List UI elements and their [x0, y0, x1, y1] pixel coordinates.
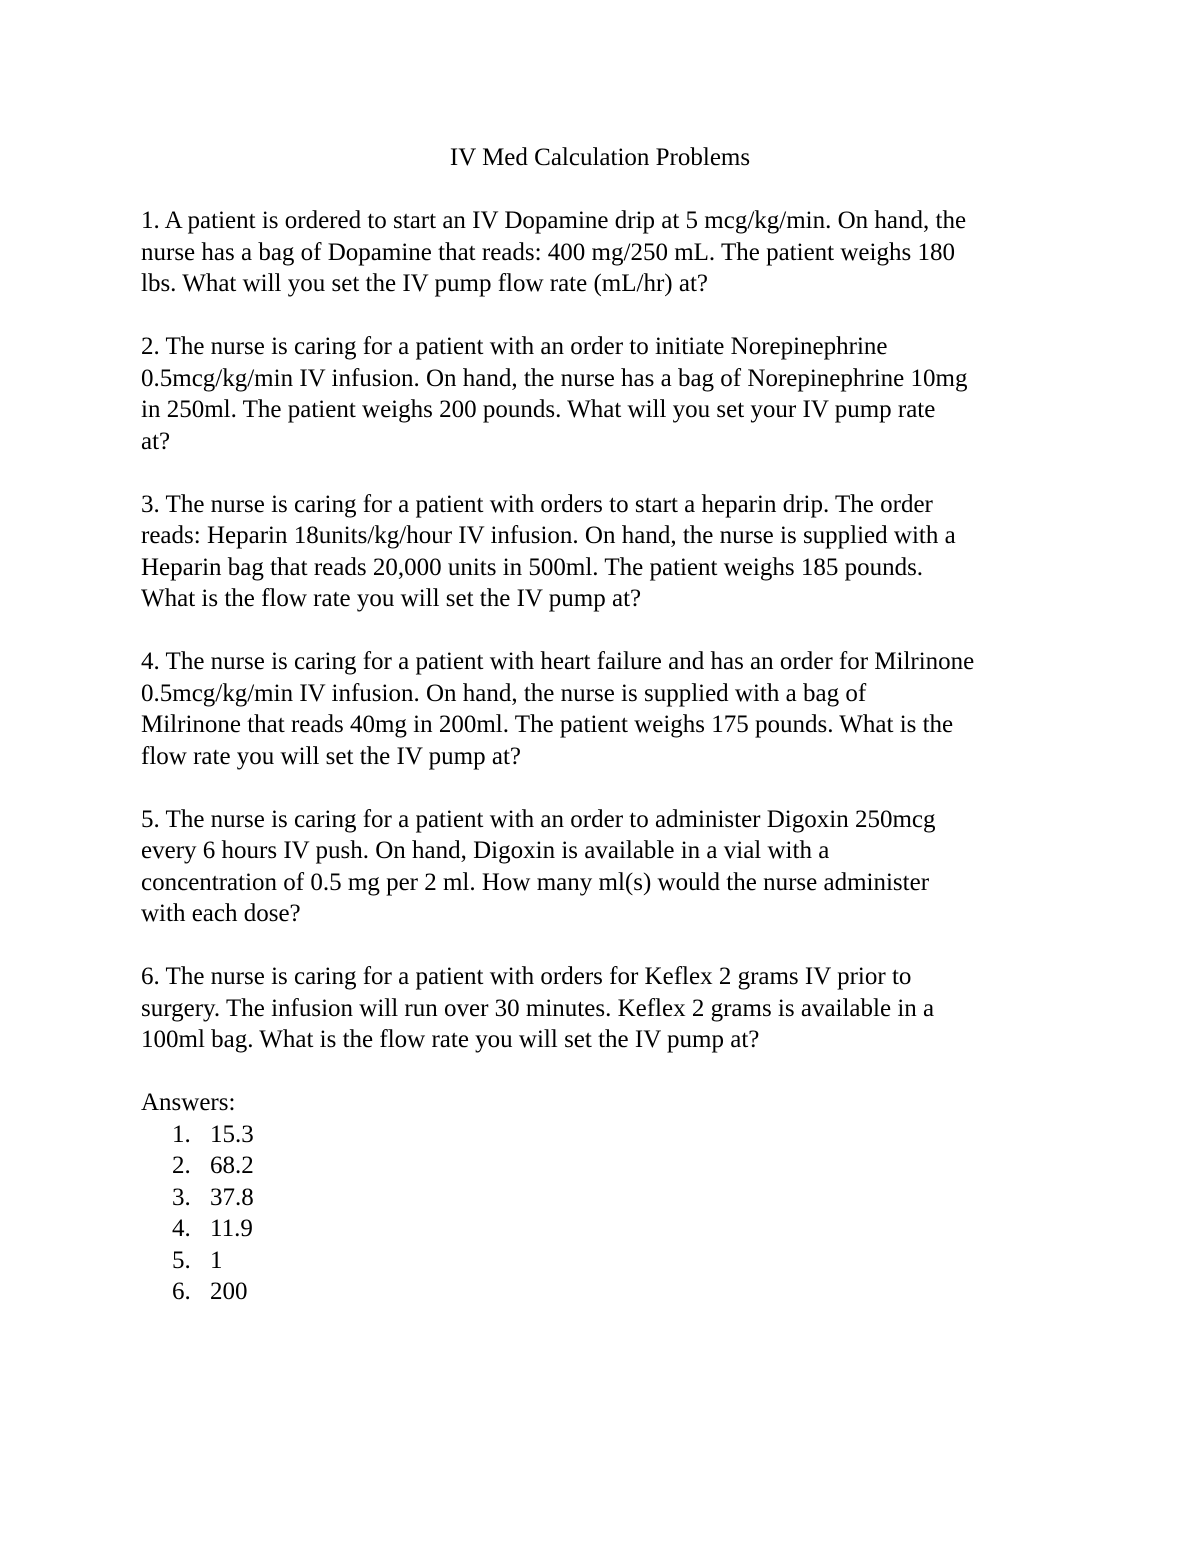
- answer-item: [141, 1119, 1061, 1151]
- problem-line: surgery. The infusion will run over 30 minutes. Keflex 2 grams is available in a: [141, 994, 935, 1022]
- problem-line: at?: [141, 427, 171, 455]
- answer-item: [141, 1182, 1061, 1214]
- answers-list: [141, 1119, 1061, 1308]
- answer-number: 3.: [172, 1183, 191, 1211]
- answer-item: [141, 1276, 1061, 1308]
- answer-number: 1.: [172, 1120, 191, 1148]
- answer-value: 1: [210, 1246, 223, 1274]
- problem-line: 0.5mcg/kg/min IV infusion. On hand, the nurse is supplied with a bag of: [141, 679, 867, 707]
- answer-number: 2.: [172, 1152, 191, 1179]
- problem-line: 3. The nurse is caring for a patient with orders to start a heparin drip. The order: [141, 490, 933, 518]
- answers-section: [141, 1087, 1061, 1308]
- problem-list: [141, 205, 1061, 1308]
- answer-item: [141, 1213, 1061, 1245]
- problem-6: [141, 961, 1061, 1056]
- problem-line: Heparin bag that reads 20,000 units in 500ml. The patient weighs 185 pounds.: [141, 553, 924, 581]
- answer-value: 15.3: [210, 1120, 254, 1148]
- answer-item: [141, 1150, 1061, 1182]
- answer-number: 4.: [172, 1215, 191, 1242]
- answer-value: 68.2: [210, 1152, 254, 1179]
- answer-item: [141, 1245, 1061, 1277]
- problem-1: [141, 205, 1061, 300]
- problem-line: concentration of 0.5 mg per 2 ml. How many ml(s) would the nurse administer: [141, 868, 930, 896]
- problem-5: [141, 804, 1061, 930]
- answer-value: 200: [210, 1278, 248, 1305]
- answer-number: 5.: [172, 1246, 191, 1274]
- problem-line: nurse has a bag of Dopamine that reads: 400 mg/250 mL. The patient weighs 180: [141, 238, 955, 266]
- problem-line: 6. The nurse is caring for a patient with orders for Keflex 2 grams IV prior to: [141, 963, 912, 990]
- page-title: IV Med Calculation Problems: [449, 144, 751, 171]
- problem-line: 1. A patient is ordered to start an IV Dopamine drip at 5 mcg/kg/min. On hand, the: [141, 207, 967, 234]
- problem-line: 4. The nurse is caring for a patient with heart failure and has an order for Milrinone: [141, 648, 975, 675]
- problem-line: Milrinone that reads 40mg in 200ml. The patient weighs 175 pounds. What is the: [141, 711, 954, 738]
- problem-line: with each dose?: [141, 900, 301, 927]
- problem-line: reads: Heparin 18units/kg/hour IV infusion. On hand, the nurse is supplied with a: [141, 522, 956, 549]
- answers-heading: Answers:: [141, 1089, 236, 1116]
- problem-line: 0.5mcg/kg/min IV infusion. On hand, the nurse has a bag of Norepinephrine 10mg: [141, 364, 968, 392]
- problem-line: 2. The nurse is caring for a patient with an order to initiate Norepinephrine: [141, 333, 888, 360]
- problem-2: [141, 331, 1061, 457]
- problem-line: 5. The nurse is caring for a patient with an order to administer Digoxin 250mcg: [141, 805, 936, 833]
- problem-line: lbs. What will you set the IV pump flow rate (mL/hr) at?: [141, 270, 709, 297]
- problem-4: [141, 646, 1061, 772]
- problem-3: [141, 489, 1061, 615]
- problem-line: every 6 hours IV push. On hand, Digoxin is available in a vial with a: [141, 837, 830, 864]
- answer-value: 11.9: [210, 1215, 253, 1242]
- problem-line: in 250ml. The patient weighs 200 pounds. What will you set your IV pump rate: [141, 396, 936, 423]
- answer-value: 37.8: [210, 1183, 254, 1211]
- problem-line: flow rate you will set the IV pump at?: [141, 742, 522, 770]
- answer-number: 6.: [172, 1278, 191, 1305]
- problem-line: 100ml bag. What is the flow rate you will set the IV pump at?: [141, 1026, 760, 1053]
- problem-line: What is the flow rate you will set the IV pump at?: [141, 585, 642, 612]
